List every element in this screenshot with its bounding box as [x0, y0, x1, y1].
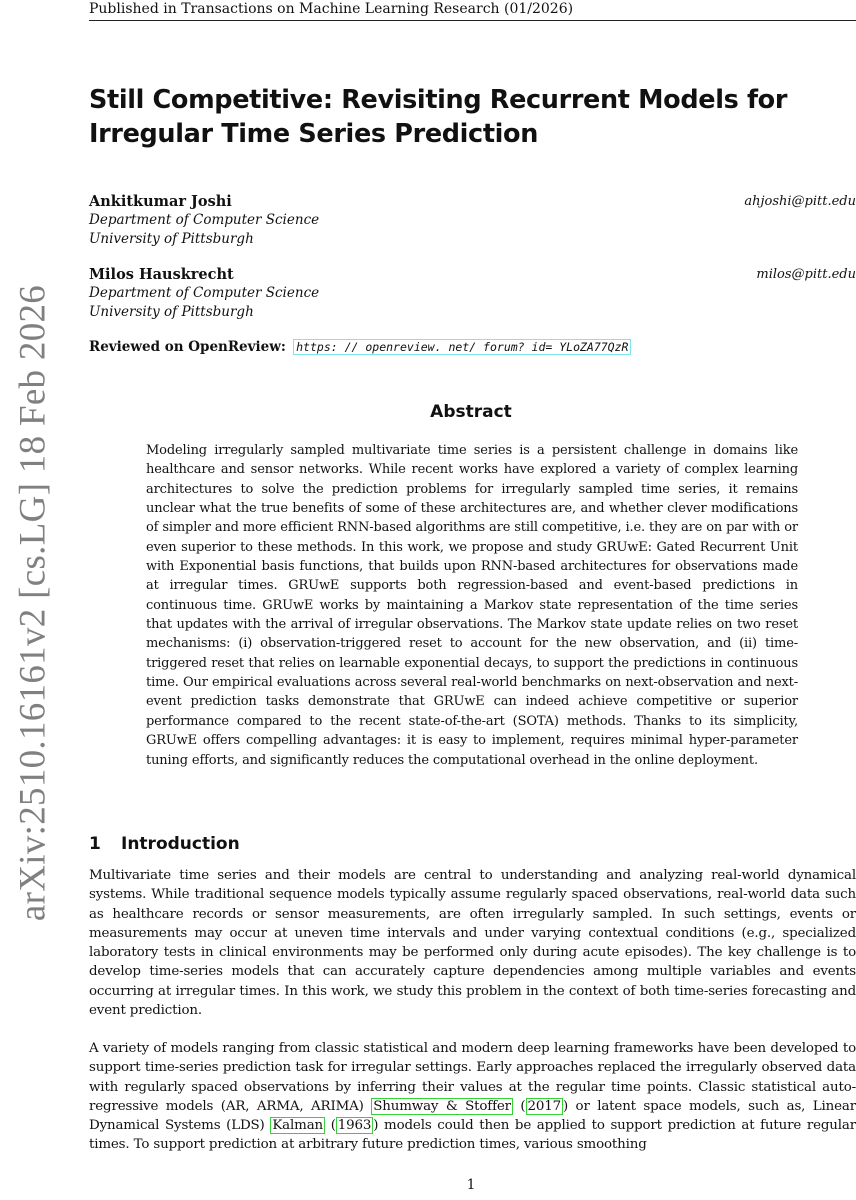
section-title: Introduction [121, 834, 240, 854]
author-block-2 [89, 265, 856, 322]
paragraph-text: models could then be applied to support prediction at future regular times. To support prediction at arbitrary future prediction times, various smoothing [89, 1118, 856, 1153]
citation-link[interactable]: 1963 [337, 1118, 372, 1134]
section-heading-introduction [89, 832, 240, 856]
abstract-text: Modeling irregularly sampled multivariate time series is a persistent challenge in domains like healthcare and sensor networks. While recent works have explored a variety of complex learning architectures to solve the prediction problems for irregularly sampled time series, it remains unclear what the true benefits of some of these architectures are, and whether clever modifications of simpler and more efficient RNN-based algorithms are still competitive, i.e. they are on par with or even superior to these methods. In this work, we propose and study GRUwE: Gated Recurrent Unit with Exponential basis functions, that builds upon RNN-based architectures for observations made at irregular times. GRUwE supports both regression-based and event-based predictions in continuous time. GRUwE works by maintaining a Markov state representation of the time series that updates with the arrival of irregular observations. The Markov state update relies on two reset mechanisms: (i) observation-triggered reset to account for the new observation, and (ii) time-triggered reset that relies on learnable exponential decays, to support the predictions in continuous time. Our empirical evaluations across several real-world benchmarks on next-observation and next-event prediction tasks demonstrate that GRUwE can indeed achieve competitive or superior performance compared to the recent state-of-the-art (SOTA) methods. Thanks to its simplicity, GRUwE offers compelling advantages: it is easy to implement, requires minimal hyper-parameter tuning efforts, and significantly reduces the computational overhead in the online deployment. [146, 443, 798, 768]
abstract-heading: Abstract [430, 402, 512, 422]
review-line [89, 338, 631, 357]
arxiv-stamp: arXiv:2510.16161v2 [cs.LG] 18 Feb 2026 [12, 284, 54, 922]
author-department: Department of Computer Science [89, 212, 320, 228]
intro-paragraph-1: Multivariate time series and their models are central to understanding and analyzing real-world dynamical systems. While traditional sequence models typically assume regularly spaced observations, real-world data such as healthcare records or sensor measurements, are often irregularly sampled. In such settings, events or measurements may occur at uneven time intervals and under varying contextual conditions (e.g., specialized laboratory tests in clinical environments may be performed only during acute episodes). The key challenge is to develop time-series models that can accurately capture dependencies among multiple variables and events occurring at irregular times. In this work, we study this problem in the context of both time-series forecasting and event prediction. [89, 868, 856, 1019]
citation-link[interactable]: Kalman [272, 1118, 324, 1134]
section-number: 1 [89, 834, 101, 854]
citation-link[interactable]: Shumway & Stoffer [373, 1098, 511, 1114]
author-department: Department of Computer Science [89, 285, 320, 301]
author-institution: University of Pittsburgh [89, 231, 254, 247]
paragraph-text: or latent space models, such as, Linear Dynamical Systems (LDS) [89, 1098, 856, 1134]
paper-title: Still Competitive: Revisiting Recurrent Models for Irregular Time Series Prediction [89, 85, 788, 149]
author-email[interactable]: milos@pitt.edu [756, 267, 856, 282]
author-name: Ankitkumar Joshi [89, 193, 232, 210]
author-email[interactable]: ahjoshi@pitt.edu [744, 194, 856, 209]
author-name: Milos Hauskrecht [89, 266, 234, 283]
review-label: Reviewed on OpenReview: [89, 339, 286, 355]
author-block-1 [89, 192, 856, 249]
citation-link[interactable]: 2017 [527, 1098, 561, 1114]
page-number: 1 [466, 1177, 476, 1193]
running-header: Published in Transactions on Machine Learning Research (01/2026) [89, 1, 574, 17]
openreview-link[interactable]: https: // openreview. net/ forum? id= YLoZA77QzR [293, 339, 631, 355]
paragraph-text: A variety of models ranging from classic statistical and modern deep learning frameworks have been developed to support time-series prediction task for irregular settings. Early approaches replaced the irregularly observed data with regularly spaced observations by inferring their values at the regular time points. Classic statistical auto-regressive models (AR, ARMA, ARIMA) [89, 1041, 856, 1114]
author-institution: University of Pittsburgh [89, 304, 254, 320]
intro-paragraph-2: A variety of models ranging from classic statistical and modern deep learning frameworks have been developed to support time-series prediction task for irregular settings. Early approaches replaced the irregularly observed data with regularly spaced observations by inferring their values at the regular time points. Classic statistical auto-regressive models (AR, ARMA, ARIMA) Shumway & Stoffer ( 2017 ) or latent space models, such as, Linear Dynamical Systems (LDS) Kalman ( 1963 ) models could then be applied to support prediction at future regular times. To support prediction at arbitrary future prediction times, various smoothing [89, 1041, 856, 1153]
header-rule [89, 20, 856, 21]
